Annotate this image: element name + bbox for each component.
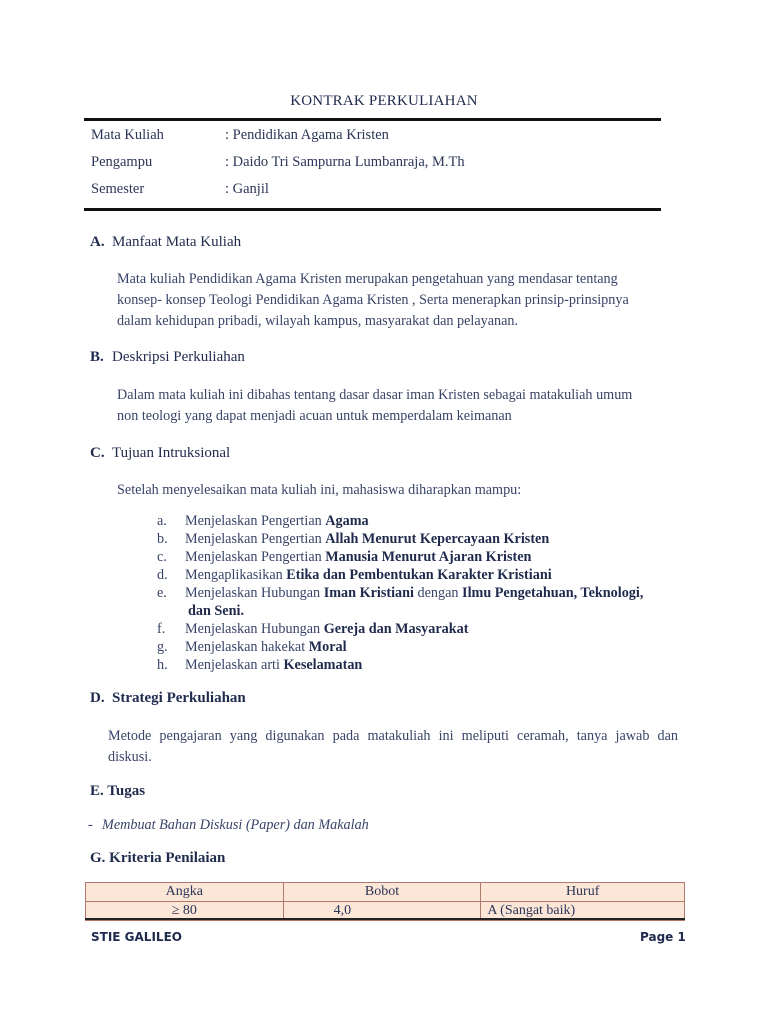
list-marker: d. [157, 567, 168, 583]
list-bold-text: Allah Menurut Kepercayaan Kristen [325, 531, 550, 547]
header-rule-bottom [84, 208, 661, 211]
footer-institution: STIE GALILEO [91, 930, 182, 944]
section-letter: A. [90, 234, 105, 250]
list-item [157, 530, 549, 548]
section-e-heading: E. Tugas [90, 783, 146, 799]
task-line [88, 817, 369, 834]
list-bold-text: Agama [325, 513, 369, 529]
list-marker: e. [157, 585, 167, 601]
list-marker: b. [157, 531, 168, 547]
list-item [157, 566, 552, 584]
section-title: Deskripsi Perkuliahan [112, 349, 245, 365]
list-item-continuation [188, 602, 244, 620]
info-value: : Ganjil [225, 181, 269, 197]
paragraph-line: diskusi. [108, 749, 152, 765]
info-value: : Pendidikan Agama Kristen [225, 127, 389, 143]
section-c-intro: Setelah menyelesaikan mata kuliah ini, mahasiswa diharapkan mampu: [117, 482, 522, 498]
list-bold-text: dan Seni. [188, 603, 244, 619]
footer-rule [85, 918, 685, 920]
section-letter: D. [90, 690, 105, 706]
table-cell: A (Sangat baik) [481, 902, 685, 921]
list-item [157, 584, 643, 602]
table-cell: ≥ 80 [86, 902, 284, 921]
section-title: Manfaat Mata Kuliah [112, 234, 242, 250]
paragraph-line: Metode pengajaran yang digunakan pada matakuliah ini meliputi ceramah, tanya jawab dan [108, 728, 678, 744]
list-bold-text: Keselamatan [283, 657, 363, 673]
list-bold-text: Moral [308, 639, 347, 655]
list-item [157, 620, 468, 638]
table-cell: 4,0 [283, 902, 481, 921]
list-text: Menjelaskan Hubungan [185, 585, 324, 601]
list-text: dengan [413, 585, 463, 601]
list-item [157, 548, 531, 566]
table-header-cell: Angka [86, 883, 284, 902]
list-text: Menjelaskan Hubungan [185, 621, 324, 637]
footer-page-number: Page 1 [640, 930, 686, 944]
list-text: Menjelaskan hakekat [185, 639, 309, 655]
section-letter: C. [90, 445, 105, 461]
section-b-heading [90, 349, 245, 366]
section-d-heading [90, 690, 246, 707]
list-item [157, 512, 369, 530]
list-item [157, 656, 362, 674]
section-a-paragraph [117, 269, 677, 332]
task-text: Membuat Bahan Diskusi (Paper) dan Makalah [102, 817, 369, 833]
grading-table [85, 882, 685, 921]
section-g-heading: G. Kriteria Penilaian [90, 850, 226, 866]
section-c-heading [90, 445, 230, 462]
table-header-row [86, 883, 685, 902]
list-text: Menjelaskan Pengertian [185, 549, 326, 565]
section-b-paragraph [117, 385, 677, 427]
table-header-cell: Huruf [481, 883, 685, 902]
list-marker: c. [157, 549, 167, 565]
section-d-paragraph [108, 726, 678, 768]
section-letter: B. [90, 349, 104, 365]
list-marker: a. [157, 513, 167, 529]
list-bold-text: Manusia Menurut Ajaran Kristen [325, 549, 532, 565]
list-marker: h. [157, 657, 168, 673]
list-bold-text: Iman Kristiani [323, 585, 414, 601]
list-bold-text: Etika dan Pembentukan Karakter Kristiani [286, 567, 552, 583]
info-label: Semester [91, 181, 145, 197]
document-title: KONTRAK PERKULIAHAN [290, 93, 478, 109]
header-rule-top [84, 118, 661, 121]
paragraph-line: Mata kuliah Pendidikan Agama Kristen merupakan pengetahuan yang mendasar tentang [117, 271, 618, 287]
list-text: Mengaplikasikan [185, 567, 287, 583]
task-dash: - [88, 817, 93, 833]
info-label: Mata Kuliah [91, 127, 164, 143]
list-marker: f. [157, 621, 166, 637]
list-text: Menjelaskan Pengertian [185, 531, 326, 547]
list-text: Menjelaskan arti [185, 657, 284, 673]
list-item [157, 638, 347, 656]
paragraph-line: non teologi yang dapat menjadi acuan untuk memperdalam keimanan [117, 408, 512, 424]
paragraph-line: dalam kehidupan pribadi, wilayah kampus, masyarakat dan pelayanan. [117, 313, 519, 329]
list-bold-text: Gereja dan Masyarakat [323, 621, 469, 637]
section-title: Tujuan Intruksional [112, 445, 231, 461]
info-label: Pengampu [91, 154, 153, 170]
section-title: Strategi Perkuliahan [112, 690, 246, 706]
list-marker: g. [157, 639, 168, 655]
info-value: : Daido Tri Sampurna Lumbanraja, M.Th [225, 154, 465, 170]
paragraph-line: Dalam mata kuliah ini dibahas tentang dasar dasar iman Kristen sebagai matakuliah umum [117, 387, 633, 403]
list-bold-text: Ilmu Pengetahuan, Teknologi, [462, 585, 644, 601]
paragraph-line: konsep- konsep Teologi Pendidikan Agama Kristen , Serta menerapkan prinsip-prinsipnya [117, 292, 629, 308]
table-header-cell: Bobot [283, 883, 481, 902]
list-text: Menjelaskan Pengertian [185, 513, 326, 529]
section-a-heading [90, 234, 241, 251]
